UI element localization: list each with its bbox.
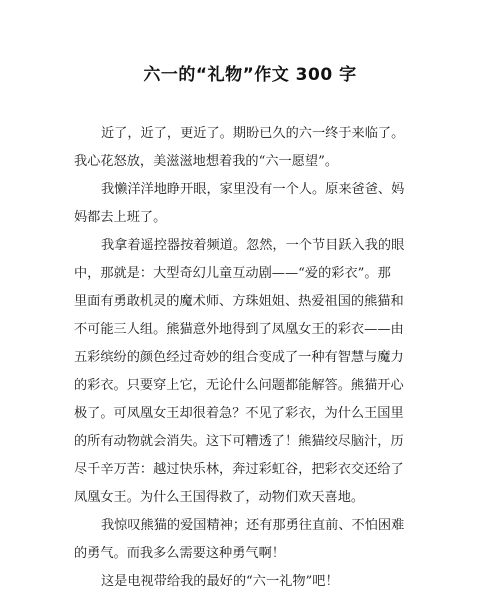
text-line: 的彩衣。只要穿上它，无论什么问题都能解答。熊猫开心 [74, 378, 404, 393]
text-line: 不可能三人组。熊猫意外地得到了凤凰女王的彩衣——由 [74, 322, 404, 337]
text-line: 我拿着遥控器按着频道。忽然，一个节目跃入我的眼 [101, 238, 405, 253]
document-body [74, 120, 430, 596]
text-line: 五彩缤纷的颜色经过奇妙的组合变成了一种有智慧与魔力 [74, 350, 404, 365]
document-title: 六一的“礼物”作文 300 字 [143, 65, 357, 85]
text-line: 里面有勇敢机灵的魔术师、方珠姐姐、热爱祖国的熊猫和 [74, 294, 404, 309]
text-line: 凤凰女王。为什么王国得救了，动物们欢天喜地。 [74, 490, 365, 505]
text-line: 我懒洋洋地睁开眼，家里没有一个人。原来爸爸、妈 [101, 182, 405, 197]
text-line: 尽千辛万苦：越过快乐林，奔过彩虹谷，把彩衣交还给了 [74, 462, 404, 477]
text-line: 近了，近了，更近了。期盼已久的六一终于来临了。 [101, 126, 405, 141]
text-line: 的所有动物就会消失。这下可糟透了！熊猫绞尽脑汁，历 [74, 434, 404, 449]
text-line: 我心花怒放，美滋滋地想着我的“六一愿望”。 [74, 154, 339, 169]
text-line: 妈都去上班了。 [74, 210, 167, 225]
text-line: 极了。可凤凰女王却很着急？不见了彩衣，为什么王国里 [74, 406, 404, 421]
text-line: 我惊叹熊猫的爱国精神；还有那勇往直前、不怕困难 [101, 518, 405, 533]
text-line: 的勇气。而我多么需要这种勇气啊！ [74, 546, 285, 561]
text-line: 这是电视带给我的最好的“六一礼物”吧！ [101, 574, 339, 589]
text-line: 中，那就是：大型奇幻儿童互动剧——“爱的彩衣”。那 [74, 266, 391, 281]
